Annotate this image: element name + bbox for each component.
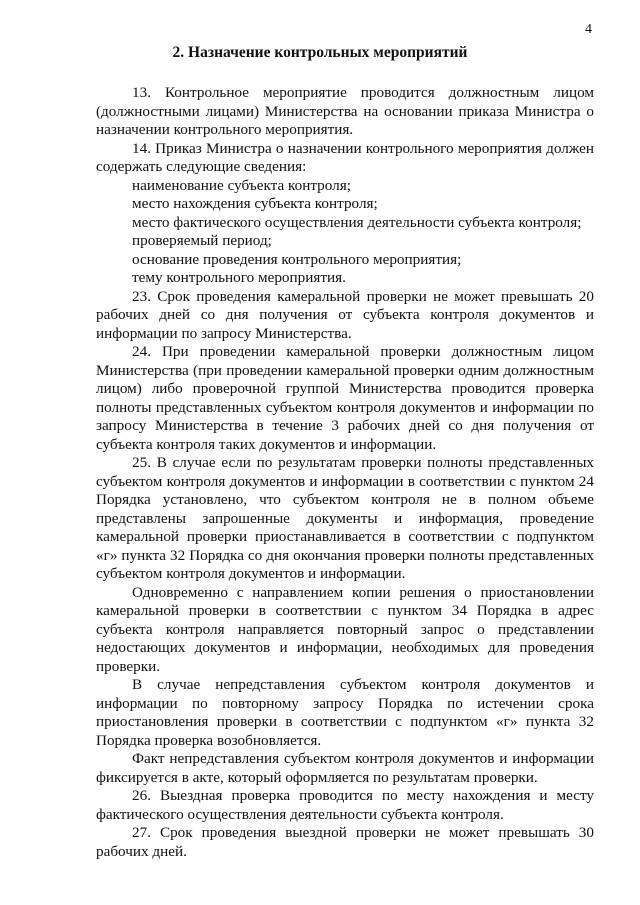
section-title: 2. Назначение контрольных мероприятий xyxy=(172,44,468,61)
paragraph-13: 13. Контрольное мероприятие проводится должностным лицом (должностными лицами) Министерства на основании приказа Министра о назначении контрольного мероприятия. xyxy=(96,84,594,138)
paragraph-14: 14. Приказ Министра о назначении контрольного мероприятия должен содержать следующие сведения: xyxy=(96,139,594,175)
list-item: основание проведения контрольного мероприятия; xyxy=(132,250,462,268)
list-item: место фактического осуществления деятельности субъекта контроля; xyxy=(132,213,582,231)
list-item: наименование субъекта контроля; xyxy=(132,176,351,194)
page-number: 4 xyxy=(585,22,592,37)
paragraph-23: 23. Срок проведения камеральной проверки не может превышать 20 рабочих дней со дня получения от субъекта контроля документов и информации по запросу Министерства. xyxy=(96,287,594,342)
paragraph-25: 25. В случае если по результатам проверки полноты представленных субъектом контроля документов и информации в соответствии с пунктом 24 Порядка установлено, что субъектом контроля не в полном объеме представлены запрошенные документы и информация, проведение камеральной проверки приостанавливается в соответствии с подпунктом «г» пункта 32 Порядка со дня окончания проверки полноты представленных субъектом контроля документов и информации. xyxy=(96,454,594,582)
list-item: проверяемый период; xyxy=(132,232,272,249)
paragraph-25-fact-recorded: Факт непредставления субъектом контроля документов и информации фиксируется в акте, который оформляется по результатам проверки. xyxy=(96,750,594,786)
paragraph-27: 27. Срок проведения выездной проверки не может превышать 30 рабочих дней. xyxy=(96,824,594,860)
paragraph-25-non-submission: В случае непредставления субъектом контроля документов и информации по повторному запросу Порядка по истечении срока приостановления проверки в соответствии с подпунктом «г» пункта 32 Порядка проверка возобновляется. xyxy=(96,676,594,749)
paragraph-26: 26. Выездная проверка проводится по месту нахождения и месту фактического осуществления деятельности субъекта контроля. xyxy=(96,787,594,823)
list-item: место нахождения субъекта контроля; xyxy=(132,195,378,212)
paragraph-24: 24. При проведении камеральной проверки должностным лицом Министерства (при проведении камеральной проверки одним должностным лицом) либо проверочной группой Министерства проводится проверка полноты представленных субъектом контроля документов и информации по запросу Министерства в течение 3 рабочих дней со дня получения от субъекта контроля таких документов и информации. xyxy=(96,343,594,453)
paragraph-25-simultaneous-request: Одновременно с направлением копии решения о приостановлении камеральной проверки в соответствии с пунктом 34 Порядка в адрес субъекта контроля направляется повторный запрос о представлении недостающих документов и информации, необходимых для проведения проверки. xyxy=(96,583,594,675)
required-info-list xyxy=(96,177,594,288)
list-item: тему контрольного мероприятия. xyxy=(132,269,346,286)
document-body xyxy=(96,84,594,861)
